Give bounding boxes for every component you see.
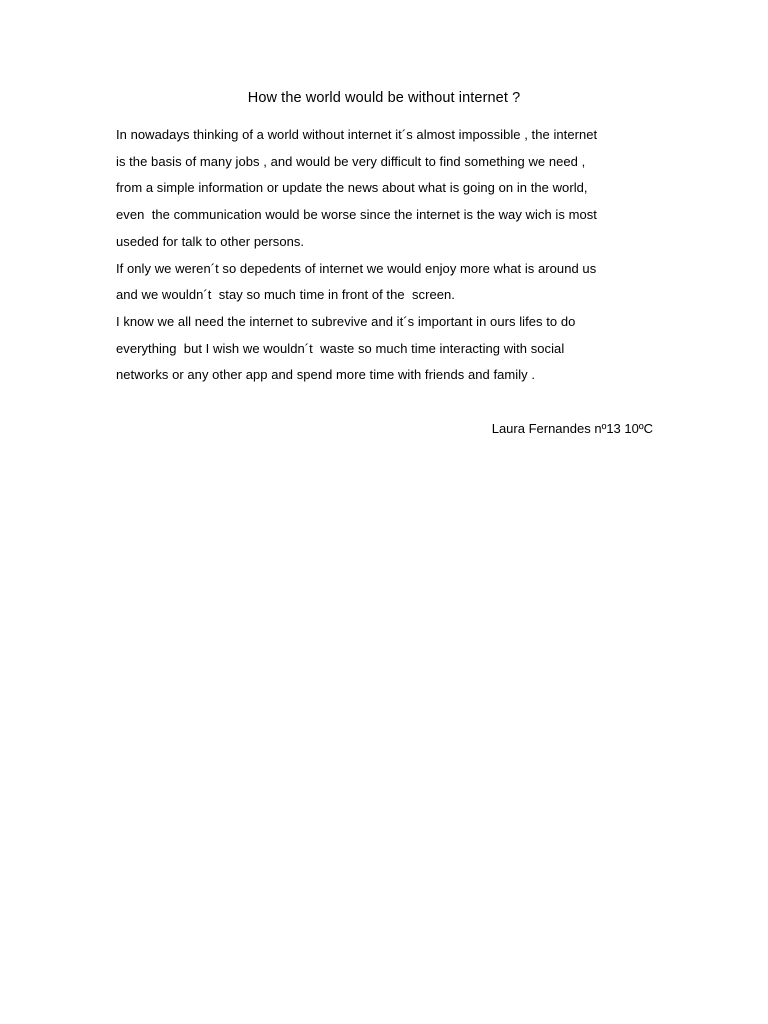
document-body xyxy=(116,122,656,389)
body-line: networks or any other app and spend more time with friends and family . xyxy=(116,367,536,383)
body-line: I know we all need the internet to subrevive and it´s important in ours lifes to do xyxy=(116,313,576,329)
document-title: How the world would be without internet ? xyxy=(247,90,521,106)
body-line: even the communication would be worse since the internet is the way wich is most xyxy=(116,207,597,223)
body-line: from a simple information or update the news about what is going on in the world, xyxy=(116,180,588,196)
body-line: and we wouldn´t stay so much time in front of the screen. xyxy=(116,287,455,303)
body-line: is the basis of many jobs , and would be very difficult to find something we need , xyxy=(116,153,586,169)
body-line: everything but I wish we wouldn´t waste so much time interacting with social xyxy=(116,340,565,356)
author-signature: Laura Fernandes nº13 10ºC xyxy=(491,421,653,436)
body-line: useded for talk to other persons. xyxy=(116,233,305,249)
body-line: In nowadays thinking of a world without internet it´s almost impossible , the internet xyxy=(116,127,598,142)
body-line: If only we weren´t so depedents of internet we would enjoy more what is around us xyxy=(116,260,597,276)
